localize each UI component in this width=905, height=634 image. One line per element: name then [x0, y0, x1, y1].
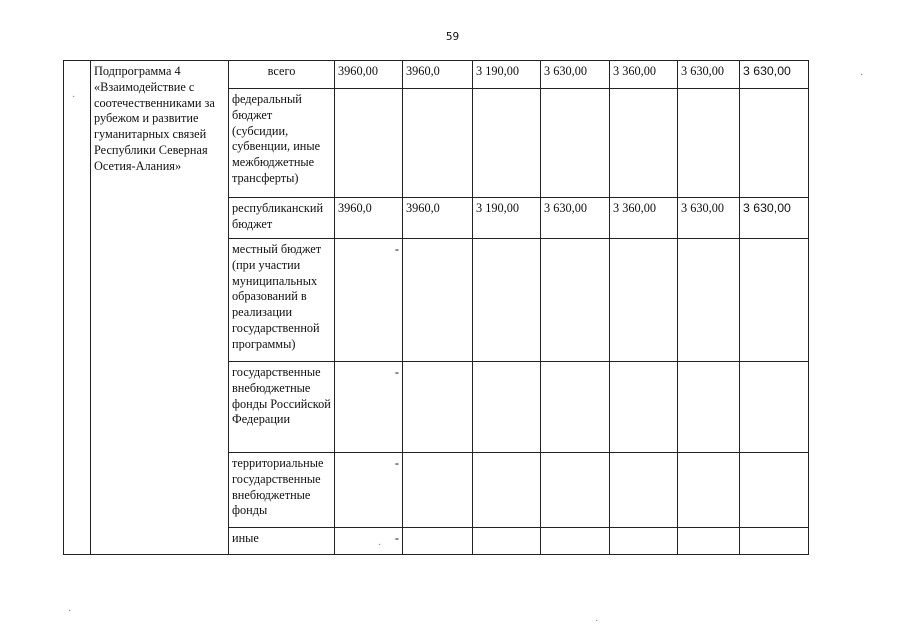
- value-cell: [678, 239, 740, 362]
- funding-source: государственные внебюджетные фонды Российской Федерации: [229, 362, 335, 453]
- value-cell: [678, 528, 740, 555]
- value-cell: [740, 528, 809, 555]
- funding-source: федеральный бюджет (субсидии, субвенции, иные межбюджетные трансферты): [229, 89, 335, 198]
- value-cell: 3 360,00: [610, 198, 678, 239]
- value-cell: [473, 362, 541, 453]
- value-cell: [541, 362, 610, 453]
- funding-source: республиканский бюджет: [229, 198, 335, 239]
- value-cell: 3 630,00: [541, 61, 610, 89]
- funding-source: местный бюджет (при участии муниципальных образований в реализации государственной программы): [229, 239, 335, 362]
- value-cell: -: [335, 239, 403, 362]
- value-cell: [473, 453, 541, 528]
- value-cell: [473, 239, 541, 362]
- value-cell: [610, 239, 678, 362]
- subprogram-name: Подпрограмма 4 «Взаимодействие с соотечественниками за рубежом и развитие гуманитарных связей Республики Северная Осетия-Алания»: [91, 61, 229, 555]
- value-cell: [541, 89, 610, 198]
- value-cell: 3 630,00: [541, 198, 610, 239]
- table-row: [64, 61, 809, 89]
- value-cell: [610, 89, 678, 198]
- value-cell: 3 190,00: [473, 198, 541, 239]
- value-cell: [541, 528, 610, 555]
- value-cell: [403, 528, 473, 555]
- value-cell: [541, 453, 610, 528]
- value-cell: [610, 528, 678, 555]
- value-cell: [403, 453, 473, 528]
- value-cell: 3 190,00: [473, 61, 541, 89]
- funding-source: всего: [229, 61, 335, 89]
- value-cell: 3960,0: [403, 61, 473, 89]
- funding-source: иные: [229, 528, 335, 555]
- value-cell: 3960,00: [335, 61, 403, 89]
- value-cell: [473, 89, 541, 198]
- value-cell: 3 630,00: [740, 61, 809, 89]
- value-cell: 3960,0: [335, 198, 403, 239]
- value-cell: [473, 528, 541, 555]
- value-cell: [403, 89, 473, 198]
- value-cell: [610, 362, 678, 453]
- value-cell: [403, 239, 473, 362]
- funding-source: территориальные государственные внебюджетные фонды: [229, 453, 335, 528]
- value-cell: 3 630,00: [678, 61, 740, 89]
- value-cell: -: [335, 528, 403, 555]
- value-cell: [740, 362, 809, 453]
- value-cell: [740, 453, 809, 528]
- budget-table: [63, 60, 809, 555]
- value-cell: 3960,0: [403, 198, 473, 239]
- value-cell: [541, 239, 610, 362]
- value-cell: [610, 453, 678, 528]
- value-cell: [678, 453, 740, 528]
- value-cell: 3 360,00: [610, 61, 678, 89]
- value-cell: -: [335, 453, 403, 528]
- value-cell: [740, 239, 809, 362]
- value-cell: [678, 89, 740, 198]
- value-cell: [678, 362, 740, 453]
- row-number-cell: [64, 61, 91, 555]
- value-cell: [740, 89, 809, 198]
- value-cell: 3 630,00: [740, 198, 809, 239]
- value-cell: [403, 362, 473, 453]
- value-cell: 3 630,00: [678, 198, 740, 239]
- value-cell: -: [335, 362, 403, 453]
- value-cell: [335, 89, 403, 198]
- page-number: 59: [445, 31, 460, 43]
